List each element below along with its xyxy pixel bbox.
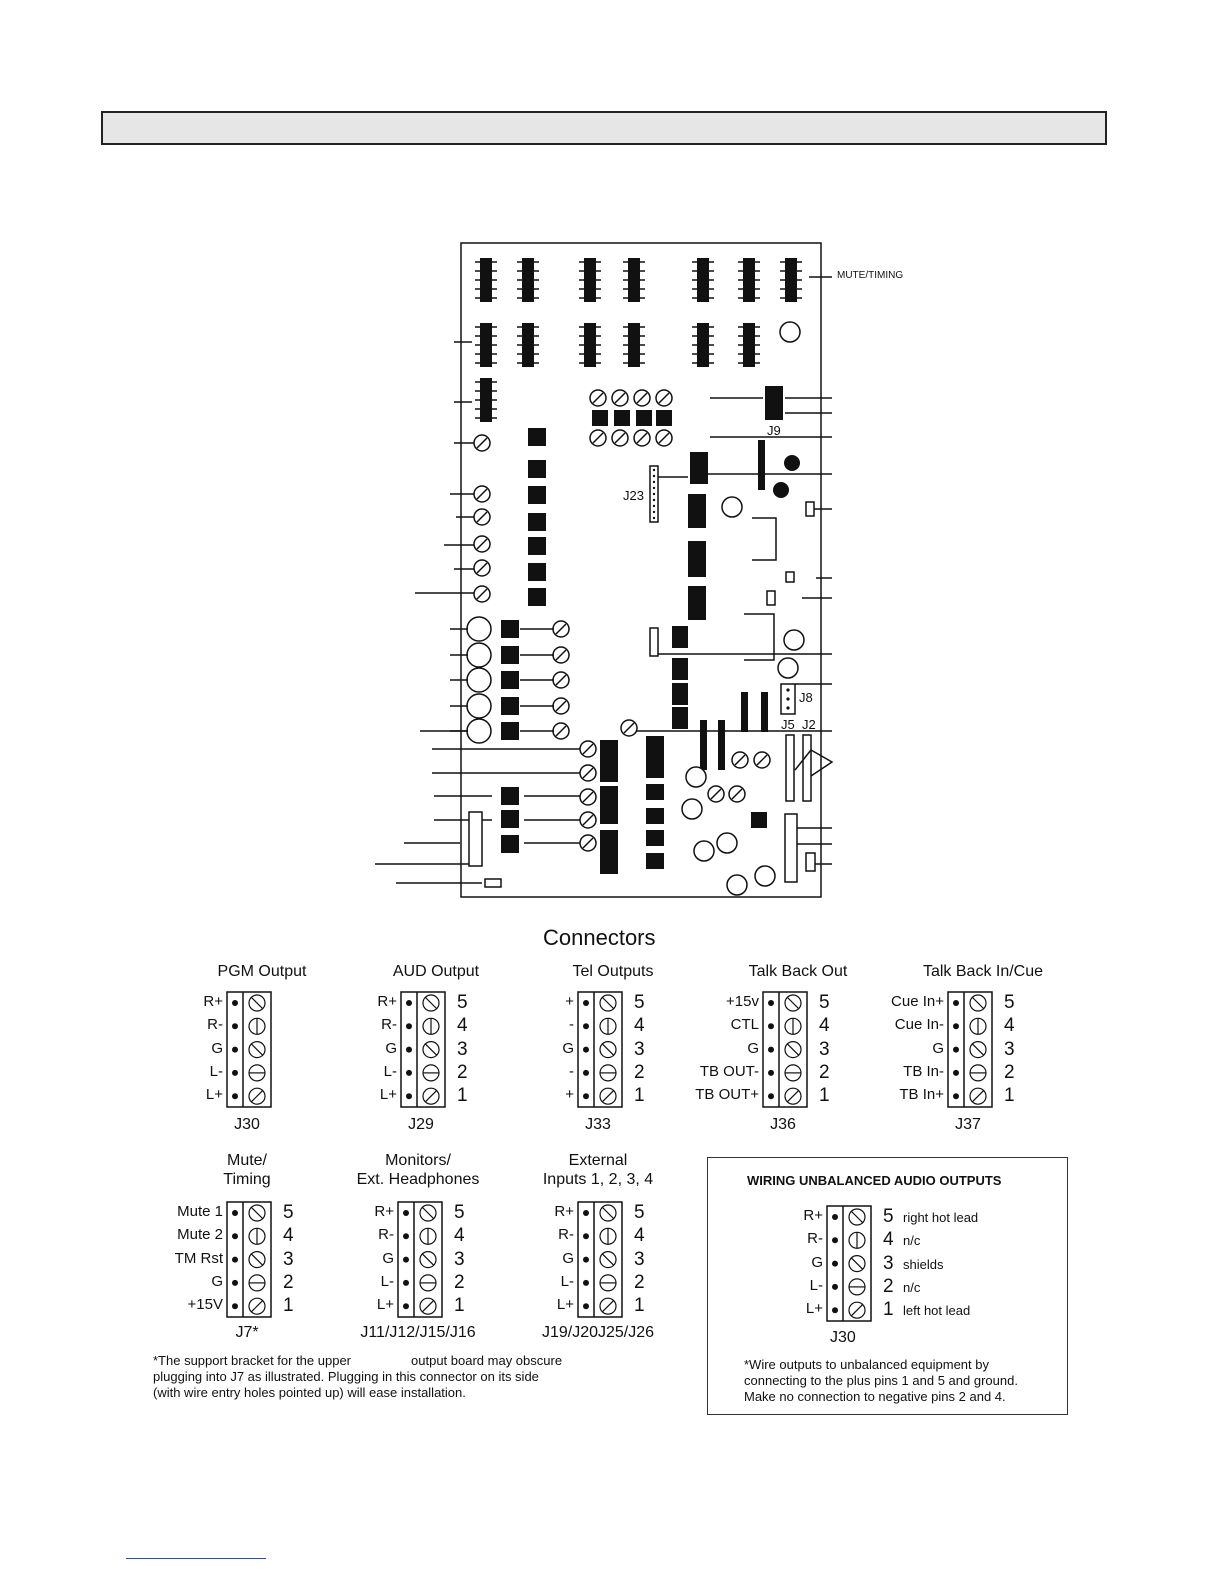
tel-pin-label: +	[565, 1086, 574, 1104]
pin-dot	[768, 1070, 774, 1076]
ext-title-line2: Inputs 1, 2, 3, 4	[542, 1171, 654, 1188]
ic-chip-column	[528, 460, 546, 478]
pin-dot	[232, 1210, 238, 1216]
mon-pin-label: G	[382, 1249, 394, 1267]
pgm-pin-label: L-	[209, 1062, 223, 1080]
tbout-pin-label: +15v	[726, 993, 759, 1010]
relay-top-row	[743, 258, 755, 302]
wiring-pin-number: 5	[883, 1206, 894, 1227]
j8-label: J8	[799, 690, 813, 705]
vertical-bar	[758, 440, 765, 490]
wiring-note-line3: Make no connection to negative pins 2 and 4.	[744, 1389, 1006, 1404]
tbin-pin-label: Cue In+	[891, 993, 944, 1010]
aud-pin-number: 2	[457, 1061, 468, 1083]
relay-second-row	[584, 323, 596, 367]
pin-dot	[583, 1093, 589, 1099]
tel-pin-number: 4	[634, 1015, 645, 1037]
large-jack	[467, 668, 491, 692]
capacitor	[722, 497, 742, 517]
ext-terminal	[578, 1202, 622, 1317]
ext-pin-label: R+	[554, 1203, 574, 1220]
aud-pin-label: G	[385, 1039, 397, 1057]
ic-chip-lower	[600, 830, 618, 874]
mute-pin-label: G	[211, 1272, 223, 1290]
small-header	[786, 572, 794, 582]
pin-dot	[232, 1047, 238, 1053]
wiring-pin-label: G	[811, 1253, 823, 1271]
wiring-pin-number: 3	[883, 1252, 894, 1274]
wiring-pin-number: 2	[883, 1275, 894, 1297]
j23-label: J23	[623, 488, 644, 503]
wiring-note-line2: connecting to the plus pins 1 and 5 and ground.	[744, 1373, 1018, 1388]
header-pin	[653, 499, 655, 501]
ext-pin-number: 5	[634, 1202, 645, 1223]
relay-top-row	[697, 258, 709, 302]
mute-pin-number: 2	[283, 1271, 294, 1293]
tbin-pin-label: TB In-	[903, 1062, 944, 1080]
mute-pin-label: Mute 2	[177, 1226, 223, 1244]
pin-dot	[403, 1210, 409, 1216]
header-pin	[653, 469, 655, 471]
ic-chip-center	[688, 586, 706, 620]
ic-chip-row	[501, 722, 519, 740]
pin-dot	[953, 1093, 959, 1099]
tbin-pin-number: 1	[1004, 1085, 1015, 1107]
pin-dot	[583, 1210, 589, 1216]
pin-dot	[232, 1280, 238, 1286]
header-pin	[653, 481, 655, 483]
capacitor	[780, 322, 800, 342]
tbout-pin-number: 1	[819, 1085, 830, 1107]
aud-pin-number: 4	[457, 1015, 468, 1037]
mute-terminal	[227, 1202, 271, 1317]
small-header	[806, 853, 815, 871]
small-header	[650, 628, 658, 656]
pin-dot	[406, 1000, 412, 1006]
ic-chip-lower	[646, 853, 664, 869]
tbin-pin-label: Cue In-	[894, 1016, 944, 1034]
mon-pin-number: 1	[454, 1295, 465, 1317]
capacitor	[784, 630, 804, 650]
pin-dot	[583, 1280, 589, 1286]
ic-chip-matrix	[592, 410, 608, 426]
pin-dot	[953, 1000, 959, 1006]
j9-label: J9	[767, 423, 781, 438]
pin-dot	[583, 1023, 589, 1029]
ext-pin-label: R-	[558, 1226, 574, 1244]
relay-top-row	[628, 258, 640, 302]
pin-dot	[403, 1233, 409, 1239]
ext-title-line1: External	[568, 1152, 628, 1169]
pgm-pin-label: L+	[205, 1086, 223, 1104]
ext-pin-number: 1	[634, 1295, 645, 1317]
capacitor	[755, 866, 775, 886]
capacitor	[778, 658, 798, 678]
mute-pin-label: +15V	[187, 1296, 223, 1314]
j2-header	[803, 735, 811, 801]
j5-label: J5	[781, 717, 795, 732]
pin-dot	[406, 1093, 412, 1099]
ic-chip-row	[501, 646, 519, 664]
relay-second-row	[628, 323, 640, 367]
pin-dot	[583, 1303, 589, 1309]
mute-title-line2: Timing	[223, 1171, 271, 1188]
aud-title: AUD Output	[392, 963, 480, 980]
tbin-terminal	[948, 992, 992, 1107]
mon-jack-label: J11/J12/J15/J16	[360, 1324, 476, 1341]
j5-header	[786, 735, 794, 801]
ic-chip-column	[528, 486, 546, 504]
tel-pin-label: -	[569, 1062, 574, 1080]
header-pin	[653, 475, 655, 477]
relay-top-row	[480, 258, 492, 302]
aud-pin-number: 5	[457, 992, 468, 1013]
mon-title-line1: Monitors/	[385, 1152, 451, 1169]
wiring-note	[744, 1357, 1064, 1405]
ic-chip-row	[501, 671, 519, 689]
ic-chip-center	[672, 658, 688, 680]
mon-pin-label: L-	[380, 1272, 394, 1290]
tbin-pin-label: G	[932, 1039, 944, 1057]
relay-top-row	[785, 258, 797, 302]
footnote-line3: (with wire entry holes pointed up) will ease installation.	[153, 1385, 466, 1400]
j9-connector	[765, 386, 783, 420]
small-header	[806, 502, 814, 516]
mon-pin-number: 2	[454, 1271, 465, 1293]
pin-dot	[403, 1303, 409, 1309]
wiring-desc: right hot lead	[903, 1210, 979, 1225]
mon-pin-label: R+	[374, 1203, 394, 1220]
ic-chip-row	[501, 810, 519, 828]
ic-chip-lower	[751, 812, 767, 828]
ribbon-header	[469, 812, 482, 866]
ic-chip-center	[672, 626, 688, 648]
footnote-line2: plugging into J7 as illustrated. Plugging in this connector on its side	[153, 1369, 539, 1384]
tbout-pin-label: G	[747, 1039, 759, 1057]
header-pin	[653, 517, 655, 519]
pin-dot	[403, 1280, 409, 1286]
pgm-terminal	[227, 992, 271, 1107]
mute-pin-number: 5	[283, 1202, 294, 1223]
aud-pin-number: 1	[457, 1085, 468, 1107]
j2-label: J2	[802, 717, 816, 732]
ic-chip-lower	[646, 808, 664, 824]
tel-pin-number: 5	[634, 992, 645, 1013]
mute-pin-number: 4	[283, 1225, 294, 1247]
header-pin	[786, 688, 789, 691]
ic-chip-lower	[646, 830, 664, 846]
ext-jack-label: J19/J20J25/J26	[541, 1324, 655, 1341]
tbout-pin-number: 2	[819, 1061, 830, 1083]
footnote-line1b: output board may obscure	[411, 1353, 563, 1368]
connectors-title: Connectors	[543, 925, 656, 950]
footnote-line1a: *The support bracket for the upper	[153, 1353, 352, 1368]
wiring-desc: left hot lead	[903, 1303, 971, 1319]
aud-pin-label: L+	[379, 1086, 397, 1104]
ic-chip-lower	[646, 736, 664, 778]
pin-dot	[768, 1000, 774, 1006]
wiring-pin-number: 1	[883, 1299, 894, 1321]
wiring-desc: n/c	[903, 1279, 921, 1295]
pin-dot	[232, 1233, 238, 1239]
ext-pin-label: L-	[560, 1272, 574, 1290]
pin-dot	[953, 1070, 959, 1076]
tel-jack-label: J33	[585, 1116, 611, 1133]
ic-chip-row	[501, 835, 519, 853]
mute-jack-label: J7*	[235, 1324, 259, 1341]
tbout-pin-label: CTL	[730, 1016, 759, 1034]
mute-pin-number: 1	[283, 1295, 294, 1317]
ic-chip-column	[528, 588, 546, 606]
wiring-pin-label: L+	[805, 1300, 823, 1318]
ic-chip-center	[672, 683, 688, 705]
ext-pin-number: 2	[634, 1271, 645, 1293]
ext-pin-number: 4	[634, 1225, 645, 1247]
dark-trimmer	[784, 455, 800, 471]
tbout-title: Talk Back Out	[748, 963, 848, 980]
pin-dot	[406, 1047, 412, 1053]
ic-chip-lower	[600, 740, 618, 782]
ic-chip-matrix	[656, 410, 672, 426]
tbin-pin-label: TB In+	[899, 1086, 944, 1104]
large-jack	[467, 694, 491, 718]
ic-chip-row	[501, 620, 519, 638]
wiring-desc: n/c	[903, 1233, 921, 1249]
ic-chip-center	[672, 707, 688, 729]
relay-top-row	[522, 258, 534, 302]
header-pin	[786, 706, 789, 709]
header-pin	[786, 697, 789, 700]
header-pin	[653, 487, 655, 489]
mute-pin-number: 3	[283, 1248, 294, 1270]
relay-left	[480, 378, 492, 422]
ic-chip-row	[501, 697, 519, 715]
tbout-pin-number: 5	[819, 992, 830, 1013]
mon-pin-number: 5	[454, 1202, 465, 1223]
mon-pin-label: R-	[378, 1226, 394, 1244]
ic-chip-center	[690, 452, 708, 484]
ic-chip-lower	[600, 786, 618, 824]
small-header	[485, 879, 501, 887]
tbout-pin-label: TB OUT+	[695, 1086, 759, 1104]
pin-dot	[403, 1257, 409, 1263]
vertical-bar	[700, 720, 707, 770]
mute-timing-label: MUTE/TIMING	[837, 270, 904, 281]
ic-chip-row	[501, 787, 519, 805]
tel-pin-number: 1	[634, 1085, 645, 1107]
pgm-pin-label: R-	[207, 1016, 223, 1034]
pgm-pin-label: R+	[203, 993, 223, 1010]
capacitor	[694, 841, 714, 861]
aud-pin-label: R+	[377, 993, 397, 1010]
wiring-note-line1: *Wire outputs to unbalanced equipment by	[744, 1357, 989, 1372]
tel-title: Tel Outputs	[572, 963, 654, 980]
header-pin	[653, 493, 655, 495]
lower-header	[785, 814, 797, 882]
wiring-pin-label: R+	[803, 1207, 823, 1224]
pin-dot	[953, 1047, 959, 1053]
pin-dot	[232, 1000, 238, 1006]
tbout-pin-number: 3	[819, 1038, 830, 1060]
tbin-pin-number: 4	[1004, 1015, 1015, 1037]
pin-dot	[768, 1047, 774, 1053]
ic-chip-center	[688, 541, 706, 577]
relay-second-row	[522, 323, 534, 367]
tbout-jack-label: J36	[770, 1116, 796, 1133]
relay-second-row	[480, 323, 492, 367]
large-jack	[467, 719, 491, 743]
footnote	[153, 1353, 623, 1401]
vertical-bar	[718, 720, 725, 770]
pin-dot	[406, 1023, 412, 1029]
relay-second-row	[743, 323, 755, 367]
wiring-jack-label: J30	[830, 1329, 856, 1346]
pin-dot	[768, 1023, 774, 1029]
vertical-bar	[761, 692, 768, 732]
pgm-pin-label: G	[211, 1039, 223, 1057]
tbin-jack-label: J37	[955, 1116, 981, 1133]
ic-chip-matrix	[636, 410, 652, 426]
capacitor	[682, 799, 702, 819]
capacitor	[727, 875, 747, 895]
tbin-pin-number: 5	[1004, 992, 1015, 1013]
ic-chip-column	[528, 513, 546, 531]
relay-top-row	[584, 258, 596, 302]
tel-pin-number: 3	[634, 1038, 645, 1060]
header-pin	[653, 505, 655, 507]
capacitor	[686, 767, 706, 787]
vertical-bar	[741, 692, 748, 732]
tel-pin-label: +	[565, 993, 574, 1010]
tbout-terminal	[763, 992, 807, 1107]
tel-pin-label: G	[562, 1039, 574, 1057]
pin-dot	[406, 1070, 412, 1076]
tel-pin-number: 2	[634, 1061, 645, 1083]
pin-dot	[583, 1000, 589, 1006]
pgm-title: PGM Output	[217, 963, 307, 980]
header-pin	[653, 511, 655, 513]
ext-pin-label: L+	[556, 1296, 574, 1314]
ic-chip-column	[528, 563, 546, 581]
pin-dot	[232, 1093, 238, 1099]
wiring-pin-label: R-	[807, 1230, 823, 1248]
pin-dot	[232, 1257, 238, 1263]
tbin-title: Talk Back In/Cue	[922, 963, 1044, 980]
small-header	[767, 591, 775, 605]
pin-dot	[768, 1093, 774, 1099]
ext-pin-label: G	[562, 1249, 574, 1267]
pin-dot	[232, 1070, 238, 1076]
aud-terminal	[401, 992, 445, 1107]
ic-chip-column	[528, 537, 546, 555]
mon-pin-label: L+	[376, 1296, 394, 1314]
pin-dot	[232, 1303, 238, 1309]
pin-dot	[953, 1023, 959, 1029]
relay-second-row	[697, 323, 709, 367]
tel-pin-label: -	[569, 1016, 574, 1034]
pin-dot	[232, 1023, 238, 1029]
ic-chip-matrix	[614, 410, 630, 426]
wiring-title: WIRING UNBALANCED AUDIO OUTPUTS	[747, 1173, 1002, 1188]
tbin-pin-number: 2	[1004, 1061, 1015, 1083]
tbout-pin-number: 4	[819, 1015, 830, 1037]
large-jack	[467, 643, 491, 667]
wiring-pin-label: L-	[809, 1276, 823, 1294]
mon-pin-number: 4	[454, 1225, 465, 1247]
wiring-desc: shields	[903, 1256, 944, 1272]
mon-terminal	[398, 1202, 442, 1317]
footer-rule	[126, 1558, 266, 1559]
aud-jack-label: J29	[408, 1116, 434, 1133]
dark-trimmer	[773, 482, 789, 498]
pin-dot	[583, 1257, 589, 1263]
mute-pin-label: Mute 1	[177, 1203, 223, 1220]
tbin-pin-number: 3	[1004, 1038, 1015, 1060]
ic-chip-center	[688, 494, 706, 528]
tbout-pin-label: TB OUT-	[699, 1062, 759, 1080]
mute-title-line1: Mute/	[226, 1152, 267, 1169]
capacitor	[717, 833, 737, 853]
pin-dot	[583, 1070, 589, 1076]
mute-pin-label: TM Rst	[174, 1249, 223, 1267]
ext-pin-number: 3	[634, 1248, 645, 1270]
large-jack	[467, 617, 491, 641]
ic-chip-column	[528, 428, 546, 446]
tel-terminal	[578, 992, 622, 1107]
wiring-pin-number: 4	[883, 1229, 894, 1251]
aud-pin-label: L-	[383, 1062, 397, 1080]
pin-dot	[583, 1233, 589, 1239]
aud-pin-number: 3	[457, 1038, 468, 1060]
mon-pin-number: 3	[454, 1248, 465, 1270]
aud-pin-label: R-	[381, 1016, 397, 1034]
pgm-jack-label: J30	[234, 1116, 260, 1133]
ic-chip-lower	[646, 784, 664, 800]
pin-dot	[583, 1047, 589, 1053]
mon-title-line2: Ext. Headphones	[356, 1171, 480, 1188]
